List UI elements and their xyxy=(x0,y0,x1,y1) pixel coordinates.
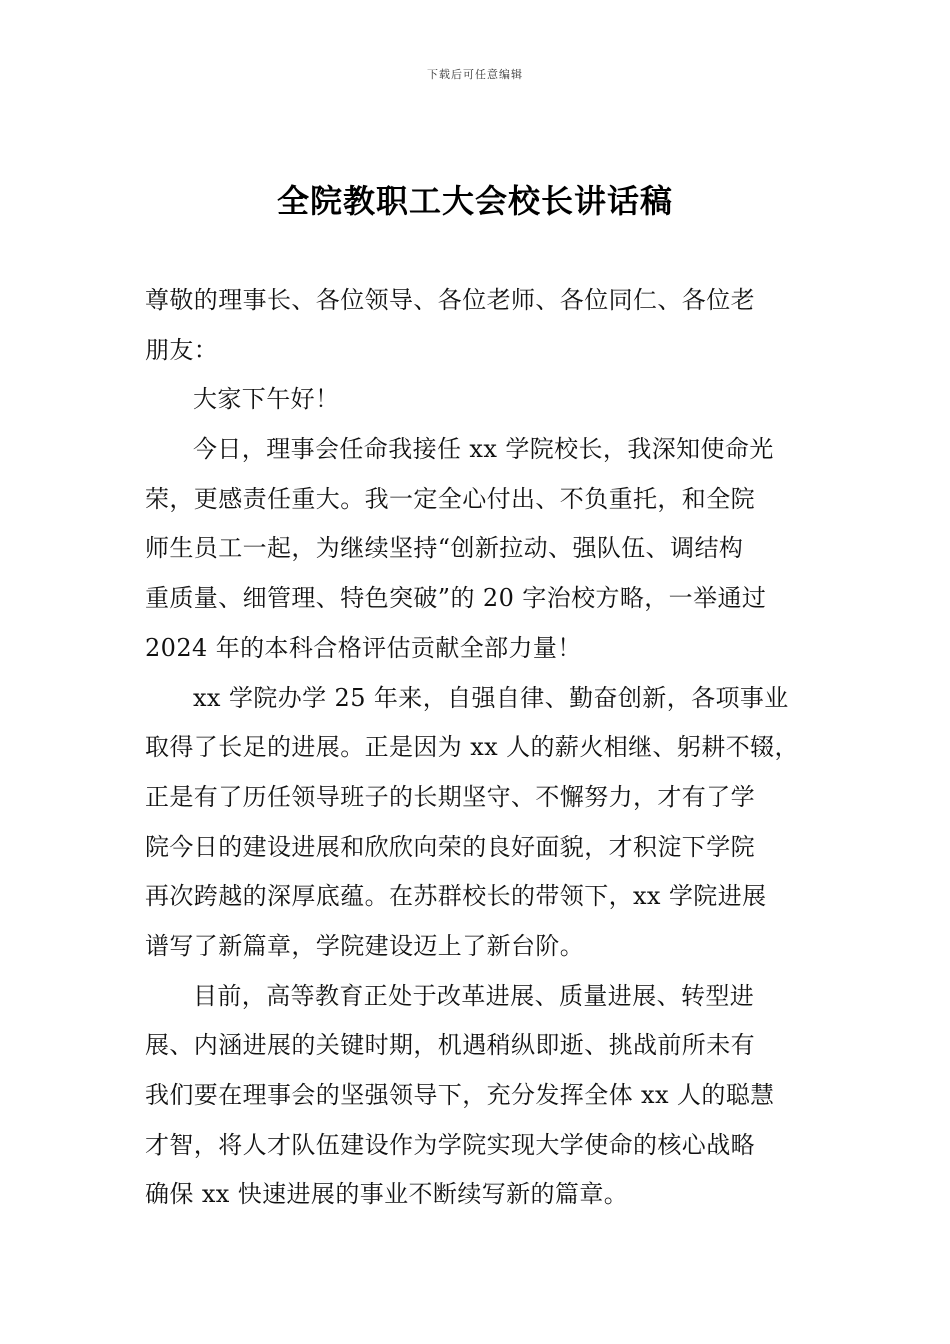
text-line: 朋友： xyxy=(145,335,219,364)
text-line: 目前，高等教育正处于改革进展、质量进展、转型进 xyxy=(193,981,755,1010)
text-line: 2024 年的本科合格评估贡献全部力量！ xyxy=(145,633,582,662)
text-line: xx 学院办学 25 年来，自强自律、勤奋创新，各项事业 xyxy=(193,683,789,712)
text-line: 大家下午好！ xyxy=(193,385,340,414)
text-line: 取得了长足的进展。正是因为 xx 人的薪火相继、躬耕不辍， xyxy=(145,733,799,762)
text-line: 展、内涵进展的关键时期，机遇稍纵即逝、挑战前所未有 xyxy=(145,1031,755,1060)
text-line: 确保 xx 快速进展的事业不断续写新的篇章。 xyxy=(145,1180,629,1209)
text-line: 我们要在理事会的坚强领导下，充分发挥全体 xx 人的聪慧 xyxy=(145,1081,775,1109)
text-line: 尊敬的理事长、各位领导、各位老师、各位同仁、各位老 xyxy=(145,286,755,314)
text-line: 重质量、细管理、特色突破”的 20 字治校方略，一举通过 xyxy=(145,584,767,613)
header-note: 下载后可任意编辑 xyxy=(427,68,523,81)
text-line: 再次跨越的深厚底蕴。在苏群校长的带领下，xx 学院进展 xyxy=(145,882,767,911)
document-body xyxy=(145,276,805,1220)
text-line: 谱写了新篇章，学院建设迈上了新台阶。 xyxy=(145,931,585,960)
text-line: 师生员工一起，为继续坚持“创新拉动、强队伍、调结构 xyxy=(145,534,744,563)
text-line: 正是有了历任领导班子的长期坚守、不懈努力，才有了学 xyxy=(145,782,755,811)
text-line: 今日，理事会任命我接任 xx 学院校长，我深知使命光 xyxy=(193,435,774,464)
text-line: 才智，将人才队伍建设作为学院实现大学使命的核心战略 xyxy=(145,1130,755,1159)
text-line: 荣，更感责任重大。我一定全心付出、不负重托，和全院 xyxy=(145,484,755,513)
document-title: 全院教职工大会校长讲话稿 xyxy=(276,182,673,220)
text-line: 院今日的建设进展和欣欣向荣的良好面貌，才积淀下学院 xyxy=(145,832,755,861)
